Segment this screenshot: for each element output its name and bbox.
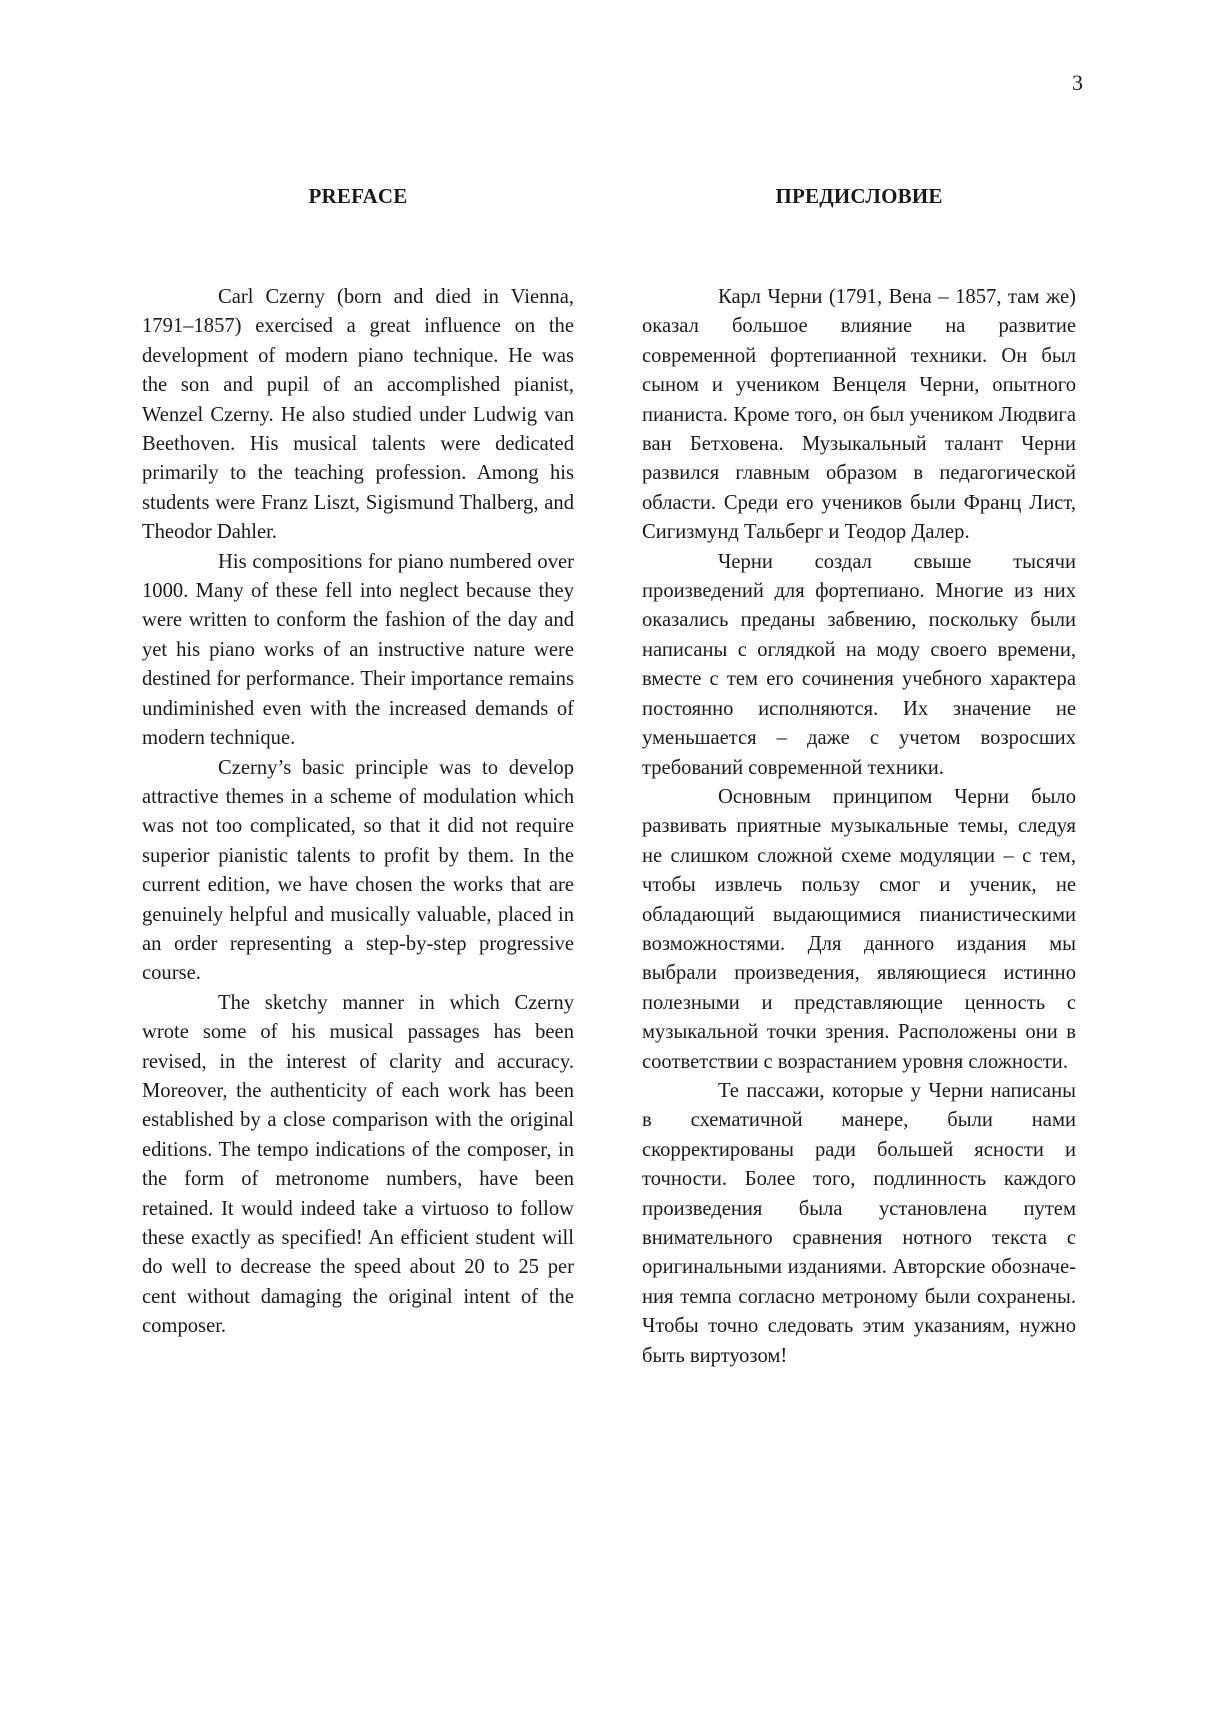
russian-paragraph: Те пассажи, которые у Черни написаны в схематичной манере, были нами скорректированы ради большей ясности и точности. Более того, подлинность каждого произведения была установлена путем внимательного сравнения нотного текста с оригинальными изданиями. Авторские обозначения темпа согласно метроному были сохранены. Чтобы точно следовать этим указаниям, нужно быть виртуозом!	[642, 1079, 1076, 1367]
russian-column	[642, 186, 1076, 1371]
page-number: 3	[1072, 70, 1083, 95]
english-column	[142, 186, 574, 1342]
russian-heading: ПРЕДИСЛОВИЕ	[775, 184, 943, 208]
english-paragraph: His compositions for piano numbered over 1000. Many of these fell into neglect because they were written to conform the fashion of the day and yet his piano works of an instructive nature were destined for performance. Their importance remains undiminished even with the increased demands of modern technique.	[142, 550, 574, 750]
russian-paragraph: Карл Черни (1791, Вена – 1857, там же) оказал большое влияние на развитие современной фортепианной техники. Он был сыном и учеником Венцеля Черни, опытного пианиста. Кроме того, он был учеником Людвига ван Бетховена. Музыкальный талант Черни развился главным образом в педагогической области. Среди его учеников были Франц Лист, Сигизмунд Тальберг и Теодор Далер.	[642, 286, 1076, 544]
english-paragraph: Czerny’s basic principle was to develop attractive themes in a scheme of modulation which was not too complicated, so that it did not require superior pianistic talents to profit by them. In the current edition, we have chosen the works that are genuinely helpful and musically valuable, placed in an order representing a step-by-step progressive course.	[142, 756, 574, 985]
russian-paragraph: Черни создал свыше тысячи произведений для фортепиано. Многие из них оказались преданы забвению, поскольку были написаны с оглядкой на моду своего времени, вместе с тем его сочинения учебного характера постоянно исполняются. Их значение не уменьшается – даже с учетом возросших требований современной техники.	[642, 550, 1076, 779]
english-paragraph: Carl Czerny (born and died in Vienna, 1791–1857) exercised a great influence on the development of modern piano technique. He was the son and pupil of an accomplished pianist, Wenzel Czerny. He also studied under Ludwig van Beethoven. His musical talents were dedicated primarily to the teaching profession. Among his students were Franz Liszt, Sigismund Thalberg, and Theodor Dahler.	[142, 286, 574, 544]
english-heading: PREFACE	[308, 184, 408, 208]
russian-paragraph: Основным принципом Черни было развивать приятные музыкальные темы, следуя не слишком сложной схеме модуляции – с тем, чтобы извлечь пользу смог и ученик, не обладающий выдающимися пианистическими возможностями. Для данного издания мы выбрали произведения, являющиеся истинно полезными и представляющие ценность с музыкальной точки зрения. Расположены они в соответствии с возрастанием уровня сложности.	[642, 785, 1076, 1073]
russian-body	[642, 283, 1076, 1371]
english-paragraph: The sketchy manner in which Czerny wrote some of his musical passages has been revised, in the interest of clarity and accuracy. Moreover, the authenticity of each work has been established by a close comparison with the original editions. The tempo indications of the composer, in the form of metronome numbers, have been retained. It would indeed take a virtuoso to follow these exactly as specified! An efficient student will do well to decrease the speed about 20 to 25 per cent without damaging the original intent of the composer.	[142, 991, 574, 1338]
english-body	[142, 283, 574, 1342]
